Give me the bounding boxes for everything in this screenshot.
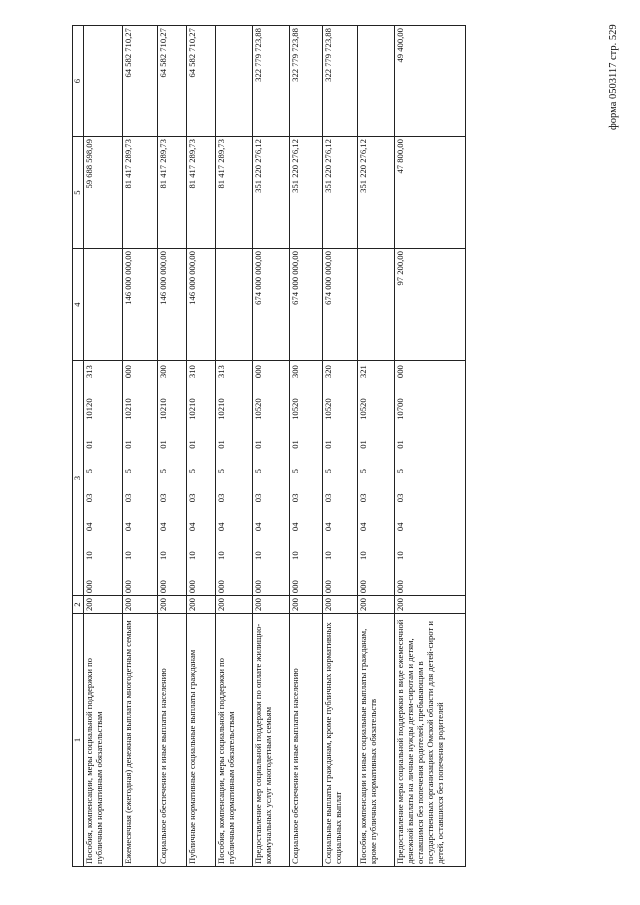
row-name: Социальное обеспечение и иные выплаты населению [290, 614, 323, 867]
row-line-code: 200 [187, 596, 216, 614]
row-budget-code: 000 10 04 03 5 01 10700 000 [395, 361, 466, 596]
row-line-code: 200 [290, 596, 323, 614]
row-budget-code: 000 10 04 03 5 01 10210 310 [187, 361, 216, 596]
row-approved: 146 000 000,00 [123, 249, 158, 361]
table-row [158, 26, 187, 867]
row-unexecuted [216, 26, 253, 137]
row-executed: 351 220 276,12 [323, 137, 358, 249]
row-line-code: 200 [123, 596, 158, 614]
table-body [84, 26, 466, 867]
row-line-code: 200 [395, 596, 466, 614]
row-executed: 81 417 289,73 [216, 137, 253, 249]
row-name: Предоставление мер социальной поддержки по оплате жилищно-коммунальных услуг многодетным семьям [253, 614, 290, 867]
table-row [323, 26, 358, 867]
row-unexecuted: 322 779 723,88 [290, 26, 323, 137]
col-header-4: 4 [73, 249, 84, 361]
row-name: Пособия, компенсации, меры социальной поддержки по публичным нормативным обязательствам [216, 614, 253, 867]
table-row [216, 26, 253, 867]
row-name: Публичные нормативные социальные выплаты гражданам [187, 614, 216, 867]
row-unexecuted: 64 582 710,27 [187, 26, 216, 137]
row-line-code: 200 [216, 596, 253, 614]
row-executed: 59 688 598,09 [84, 137, 123, 249]
row-line-code: 200 [323, 596, 358, 614]
col-header-6: 6 [73, 26, 84, 137]
row-executed: 351 220 276,12 [290, 137, 323, 249]
row-executed: 81 417 289,73 [123, 137, 158, 249]
row-approved: 97 200,00 [395, 249, 466, 361]
row-executed: 81 417 289,73 [187, 137, 216, 249]
col-header-2: 2 [73, 596, 84, 614]
row-name: Социальное обеспечение и иные выплаты населению [158, 614, 187, 867]
row-unexecuted: 64 582 710,27 [123, 26, 158, 137]
row-budget-code: 000 10 04 03 5 01 10210 000 [123, 361, 158, 596]
table-row [253, 26, 290, 867]
row-executed: 351 220 276,12 [253, 137, 290, 249]
row-budget-code: 000 10 04 03 5 01 10120 313 [84, 361, 123, 596]
row-line-code: 200 [84, 596, 123, 614]
row-executed: 351 220 276,12 [358, 137, 395, 249]
row-unexecuted: 322 779 723,88 [253, 26, 290, 137]
row-approved: 674 000 000,00 [253, 249, 290, 361]
row-name: Ежемесячная (ежегодная) денежная выплата многодетным семьям [123, 614, 158, 867]
row-name: Предоставление меры социальной поддержки в виде ежемесячной денежной выплаты на личные нужды детям-сиротам и детям, оставшимся без попечения родителей, пребывающим в государственных организациях Омской области для детей-сирот и детей, оставшихся без попечения родителей [395, 614, 466, 867]
budget-table [72, 25, 466, 867]
row-budget-code: 000 10 04 03 5 01 10520 320 [323, 361, 358, 596]
table-row [358, 26, 395, 867]
table-row [290, 26, 323, 867]
row-executed: 81 417 289,73 [158, 137, 187, 249]
row-budget-code: 000 10 04 03 5 01 10520 000 [253, 361, 290, 596]
row-name: Пособия, компенсации и иные социальные выплаты гражданам, кроме публичных нормативных обязательств [358, 614, 395, 867]
column-number-row [73, 26, 84, 867]
row-line-code: 200 [358, 596, 395, 614]
row-budget-code: 000 10 04 03 5 01 10210 300 [158, 361, 187, 596]
row-approved [216, 249, 253, 361]
row-approved: 674 000 000,00 [323, 249, 358, 361]
col-header-1: 1 [73, 614, 84, 867]
col-header-3: 3 [73, 361, 84, 596]
row-budget-code: 000 10 04 03 5 01 10520 300 [290, 361, 323, 596]
form-page-label: форма 0503117 стр. 529 [608, 24, 619, 130]
row-budget-code: 000 10 04 03 5 01 10520 321 [358, 361, 395, 596]
row-unexecuted [84, 26, 123, 137]
row-executed: 47 800,00 [395, 137, 466, 249]
row-name: Социальные выплаты гражданам, кроме публичных нормативных социальных выплат [323, 614, 358, 867]
table-row [123, 26, 158, 867]
row-unexecuted: 49 400,00 [395, 26, 466, 137]
table-row [187, 26, 216, 867]
row-approved: 674 000 000,00 [290, 249, 323, 361]
row-approved [358, 249, 395, 361]
row-approved [84, 249, 123, 361]
col-header-5: 5 [73, 137, 84, 249]
row-budget-code: 000 10 04 03 5 01 10210 313 [216, 361, 253, 596]
row-unexecuted [358, 26, 395, 137]
table-row [84, 26, 123, 867]
table-row [395, 26, 466, 867]
row-approved: 146 000 000,00 [187, 249, 216, 361]
row-name: Пособия, компенсации, меры социальной поддержки по публичным нормативным обязательствам [84, 614, 123, 867]
row-line-code: 200 [253, 596, 290, 614]
row-approved: 146 000 000,00 [158, 249, 187, 361]
form-header [608, 0, 624, 905]
row-line-code: 200 [158, 596, 187, 614]
row-unexecuted: 64 582 710,27 [158, 26, 187, 137]
row-unexecuted: 322 779 723,88 [323, 26, 358, 137]
